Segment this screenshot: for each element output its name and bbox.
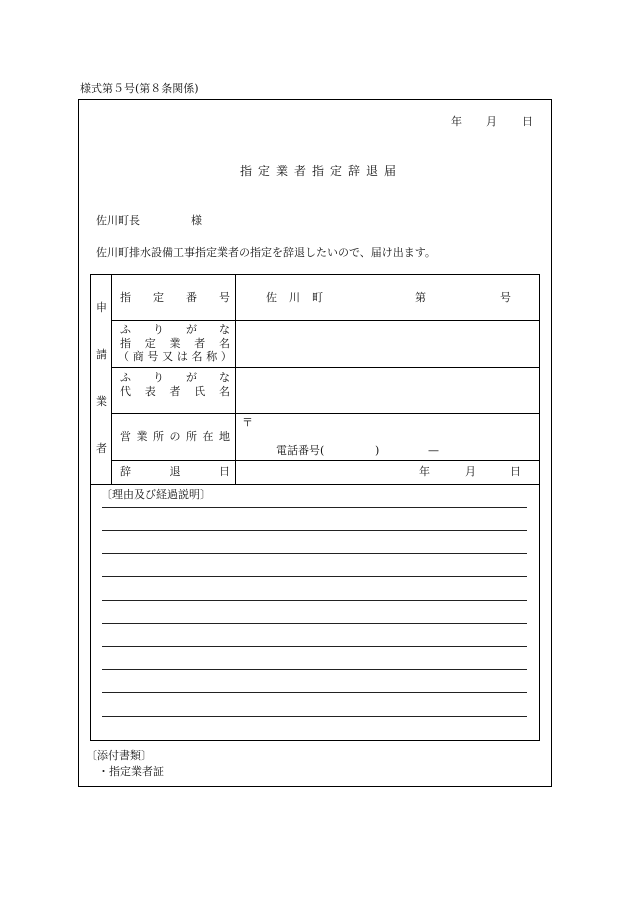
label-char: 在 xyxy=(202,430,214,443)
sub-char: は xyxy=(176,350,188,363)
applicant-char: 者 xyxy=(96,442,107,455)
reason-section-divider xyxy=(90,484,540,485)
sub-char: 号 xyxy=(147,350,159,363)
withdrawal-date-label xyxy=(120,465,230,479)
label-char: の xyxy=(169,430,181,443)
label-char: 業 xyxy=(136,430,148,443)
applicant-column-divider xyxy=(111,274,112,484)
label-char: 代 xyxy=(120,385,131,398)
label-char: 所 xyxy=(186,430,197,443)
reason-writing-line xyxy=(102,553,527,554)
label-char: 表 xyxy=(144,385,156,398)
sub-char: 名 xyxy=(191,350,203,363)
reason-writing-line xyxy=(102,623,527,624)
label-column-divider xyxy=(235,274,236,484)
date-month-label: 月 xyxy=(486,115,497,128)
row-divider xyxy=(111,413,540,414)
label-char: 所 xyxy=(153,430,164,443)
business-name-furigana xyxy=(120,323,230,337)
furigana-char: が xyxy=(186,323,197,336)
reason-writing-line xyxy=(102,646,527,647)
attachment-item: ・指定業者証 xyxy=(98,765,164,778)
label-char: 指 xyxy=(120,337,131,350)
reason-heading: 〔理由及び経過説明〕 xyxy=(101,488,211,501)
designation-go: 号 xyxy=(500,291,511,304)
date-year-label: 年 xyxy=(451,115,462,128)
sub-char: 又 xyxy=(162,350,174,363)
furigana-char: ふ xyxy=(120,371,131,384)
withdrawal-day: 日 xyxy=(510,465,521,478)
furigana-char: り xyxy=(153,371,164,384)
furigana-char: が xyxy=(186,371,197,384)
business-name-sub xyxy=(118,350,232,364)
date-day-label: 日 xyxy=(522,115,533,128)
town-char: 佐 xyxy=(266,291,277,304)
label-char: 名 xyxy=(219,337,230,350)
reason-writing-line xyxy=(102,576,527,577)
withdrawal-year: 年 xyxy=(419,465,430,478)
reason-writing-line xyxy=(102,530,527,531)
applicant-char: 請 xyxy=(96,348,107,361)
row-divider xyxy=(111,367,540,368)
label-char: 退 xyxy=(169,465,181,478)
attachments-heading: 〔添付書類〕 xyxy=(86,749,152,762)
label-char: 者 xyxy=(194,337,206,350)
town-char: 川 xyxy=(289,291,300,304)
reason-writing-line xyxy=(102,507,527,508)
sub-char: 商 xyxy=(132,350,144,363)
furigana-char: ふ xyxy=(120,323,131,336)
addressee-honorific: 様 xyxy=(191,214,202,227)
label-char: 指 xyxy=(120,291,131,304)
phone-paren-close: ) xyxy=(375,444,380,457)
postal-mark: 〒 xyxy=(242,416,253,429)
reason-writing-line xyxy=(102,669,527,670)
label-char: 氏 xyxy=(194,385,206,398)
withdrawal-month: 月 xyxy=(465,465,476,478)
row-divider xyxy=(111,460,540,461)
phone-dash: — xyxy=(428,444,439,457)
furigana-char: り xyxy=(153,323,164,336)
label-char: 定 xyxy=(144,337,156,350)
addressee-name: 佐川町長 xyxy=(96,214,140,227)
town-char: 町 xyxy=(312,291,323,304)
row-divider xyxy=(111,320,540,321)
sub-char: ） xyxy=(220,350,232,363)
applicant-char: 申 xyxy=(96,301,107,314)
reason-writing-line xyxy=(102,600,527,601)
office-address-label xyxy=(120,430,230,444)
label-char: 地 xyxy=(219,430,230,443)
label-char: 業 xyxy=(169,337,181,350)
label-char: 定 xyxy=(153,291,164,304)
label-char: 号 xyxy=(219,291,230,304)
representative-label xyxy=(120,385,230,399)
label-char: 辞 xyxy=(120,465,131,478)
label-char: 名 xyxy=(219,385,230,398)
furigana-char: な xyxy=(219,323,230,336)
business-name-label xyxy=(120,337,230,351)
form-number: 様式第５号(第８条関係) xyxy=(80,82,199,95)
reason-writing-line xyxy=(102,692,527,693)
representative-furigana xyxy=(120,371,230,385)
statement-text: 佐川町排水設備工事指定業者の指定を辞退したいので、届け出ます。 xyxy=(96,246,436,259)
designation-dai: 第 xyxy=(415,291,426,304)
label-char: 番 xyxy=(186,291,197,304)
furigana-char: な xyxy=(219,371,230,384)
reason-writing-line xyxy=(102,716,527,717)
sub-char: （ xyxy=(118,350,129,363)
label-char: 日 xyxy=(219,465,230,478)
sub-char: 称 xyxy=(206,350,218,363)
phone-label: 電話番号( xyxy=(276,444,325,457)
label-char: 営 xyxy=(120,430,131,443)
applicant-char: 業 xyxy=(96,395,107,408)
designation-number-label xyxy=(120,291,230,305)
label-char: 者 xyxy=(169,385,181,398)
form-title: 指定業者指定辞退届 xyxy=(240,164,403,178)
designation-town xyxy=(266,291,323,305)
